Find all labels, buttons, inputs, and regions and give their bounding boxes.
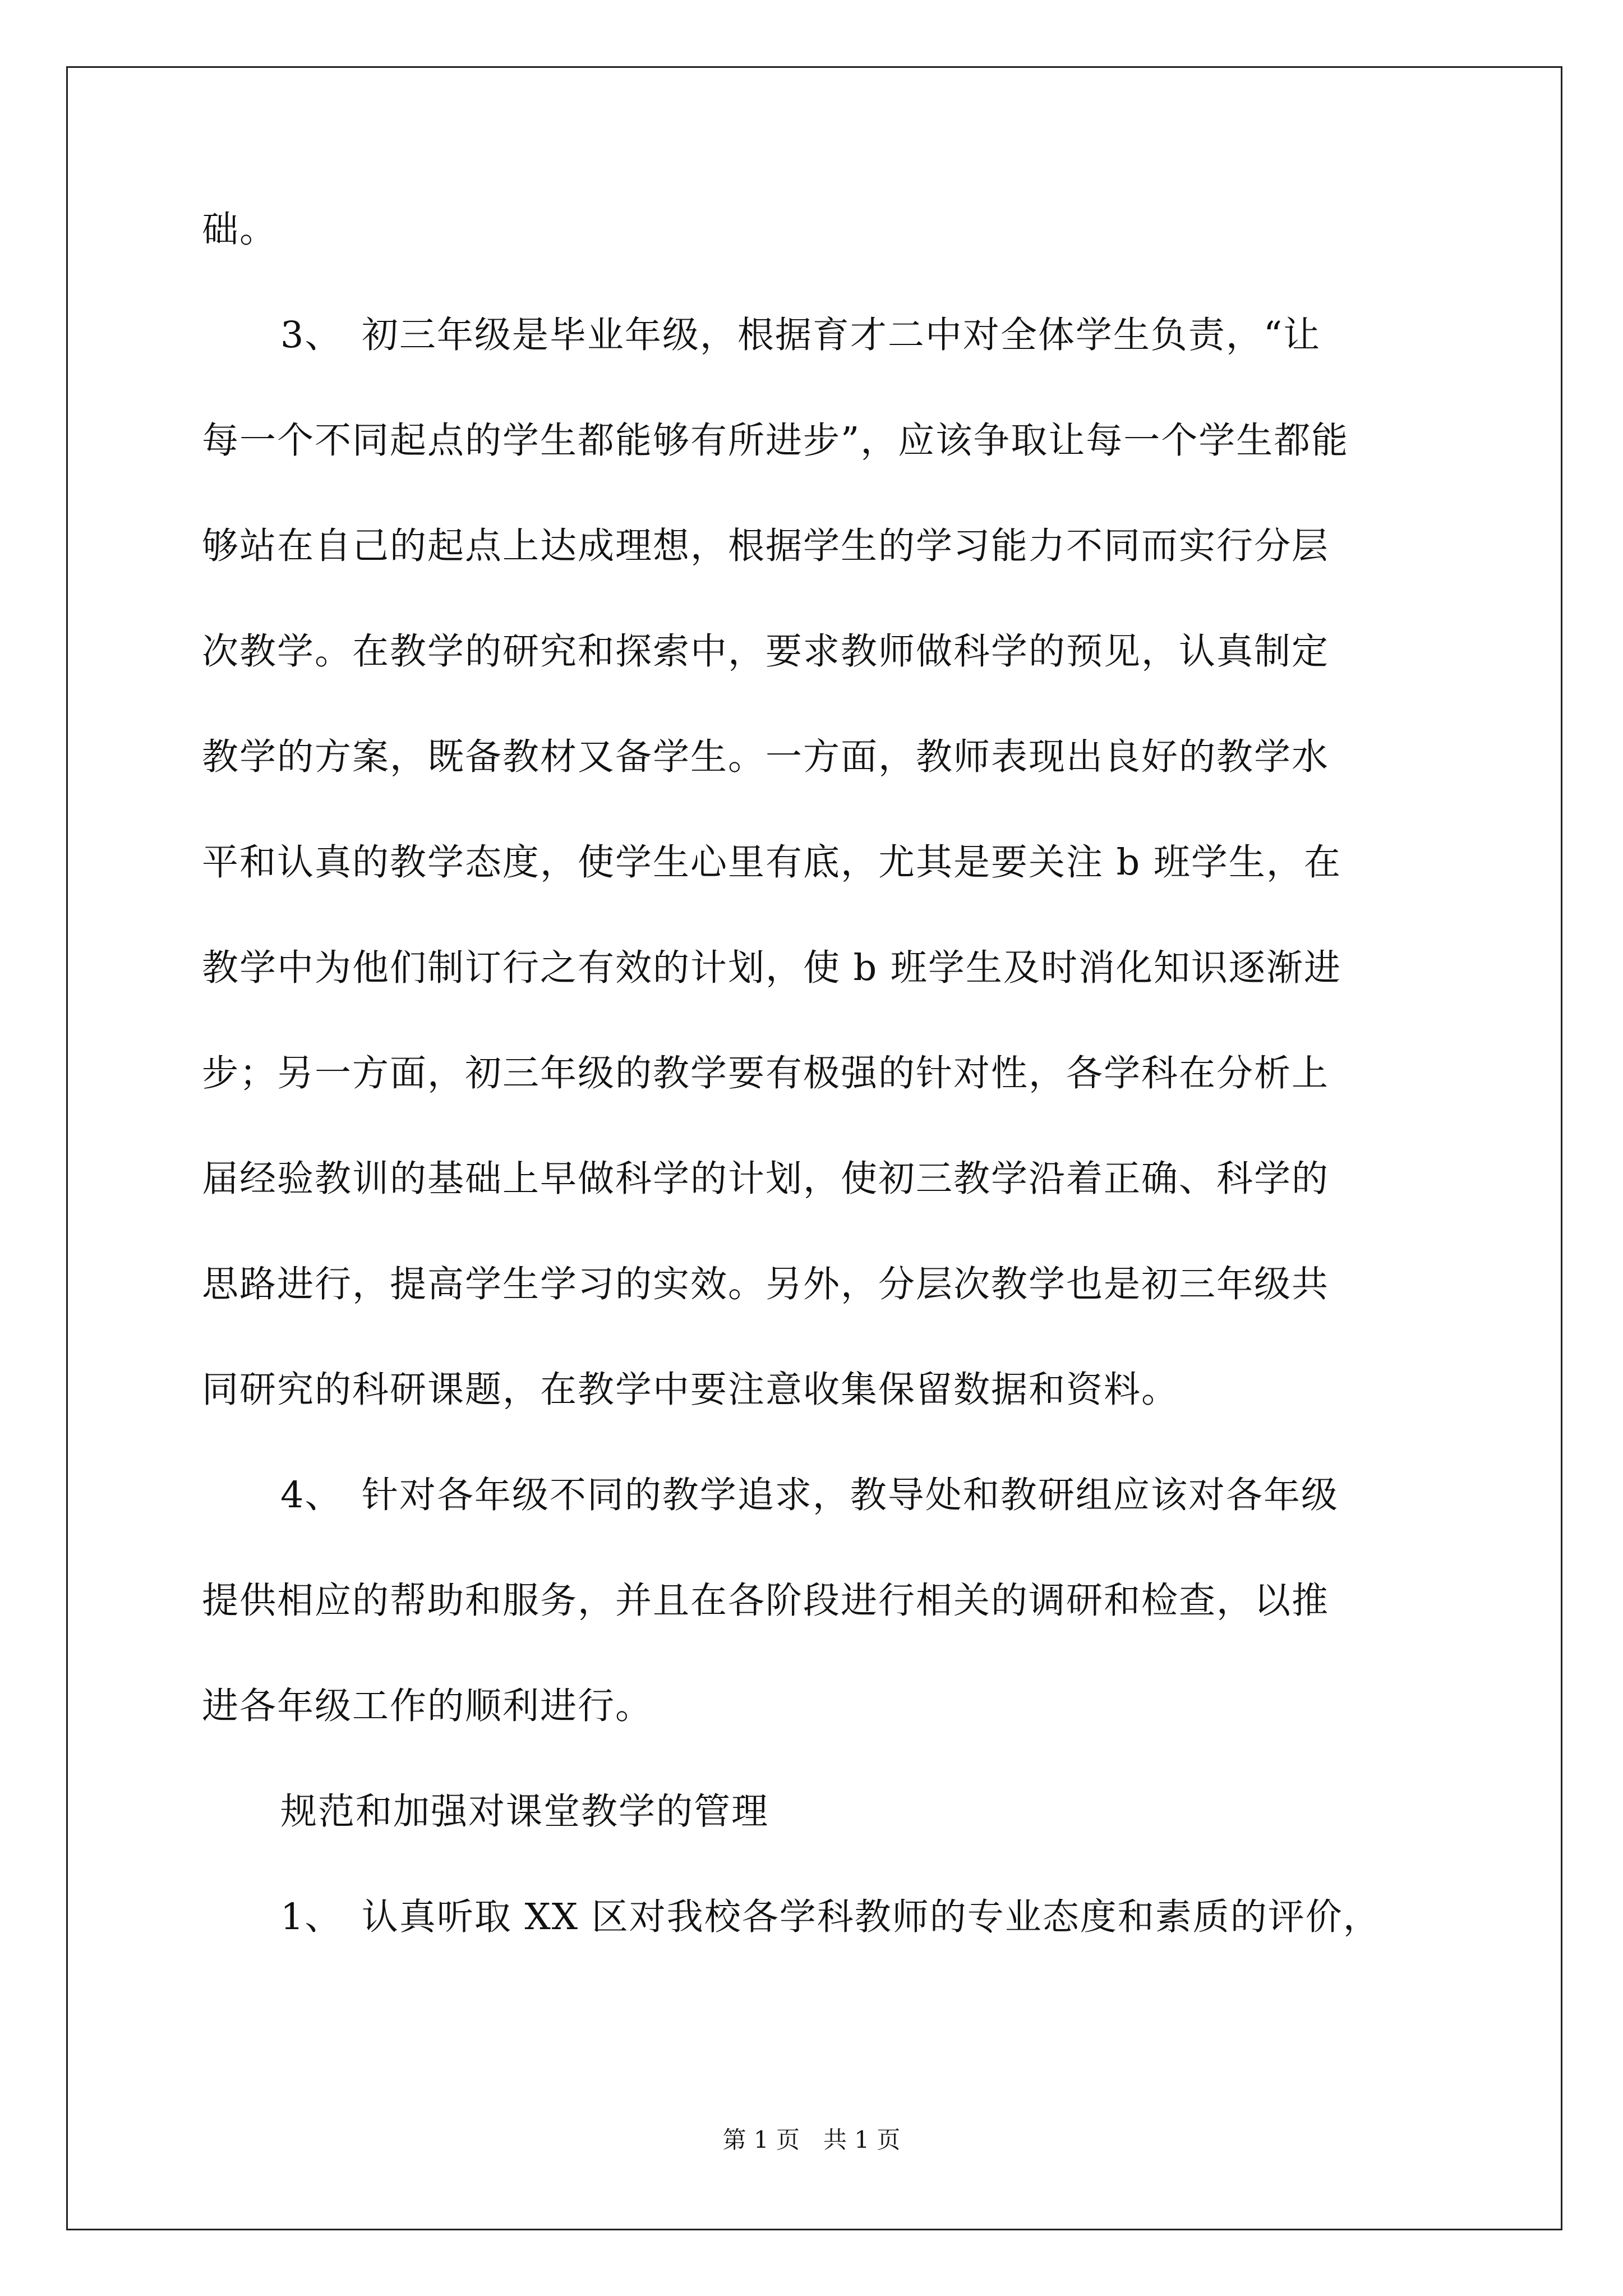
page-footer: 第 1 页 共 1 页 [722, 2126, 901, 2154]
text-line-3: 每一个不同起点的学生都能够有所进步”，应该争取让每一个学生都能 [202, 420, 1349, 462]
text-line-13: 4、 针对各年级不同的教学追求，教导处和教研组应该对各年级 [280, 1474, 1339, 1516]
text-line-17: 1、 认真听取 XX 区对我校各学科教师的专业态度和素质的评价， [280, 1896, 1381, 1938]
text-line-2: 3、 初三年级是毕业年级，根据育才二中对全体学生负责，“让 [280, 314, 1321, 356]
text-line-15: 进各年级工作的顺利进行。 [202, 1685, 653, 1727]
text-line-6: 教学的方案，既备教材又备学生。一方面，教师表现出良好的教学水 [202, 736, 1330, 778]
text-line-12: 同研究的科研课题，在教学中要注意收集保留数据和资料。 [202, 1369, 1179, 1411]
text-line-11: 思路进行，提高学生学习的实效。另外，分层次教学也是初三年级共 [202, 1263, 1330, 1305]
text-line-8: 教学中为他们制订行之有效的计划，使 b 班学生及时消化知识逐渐进 [202, 947, 1341, 989]
text-line-10: 届经验教训的基础上早做科学的计划，使初三教学沿着正确、科学的 [202, 1158, 1330, 1200]
text-line-9: 步；另一方面，初三年级的教学要有极强的针对性，各学科在分析上 [202, 1052, 1330, 1094]
text-line-7: 平和认真的教学态度，使学生心里有底，尤其是要关注 b 班学生，在 [202, 841, 1341, 884]
text-line-4: 够站在自己的起点上达成理想，根据学生的学习能力不同而实行分层 [202, 525, 1330, 567]
text-line-14: 提供相应的帮助和服务，并且在各阶段进行相关的调研和检查，以推 [202, 1580, 1330, 1622]
section-heading: 规范和加强对课堂教学的管理 [280, 1791, 769, 1833]
text-line-5: 次教学。在教学的研究和探索中，要求教师做科学的预见，认真制定 [202, 631, 1330, 673]
text-line-1: 础。 [202, 209, 278, 251]
